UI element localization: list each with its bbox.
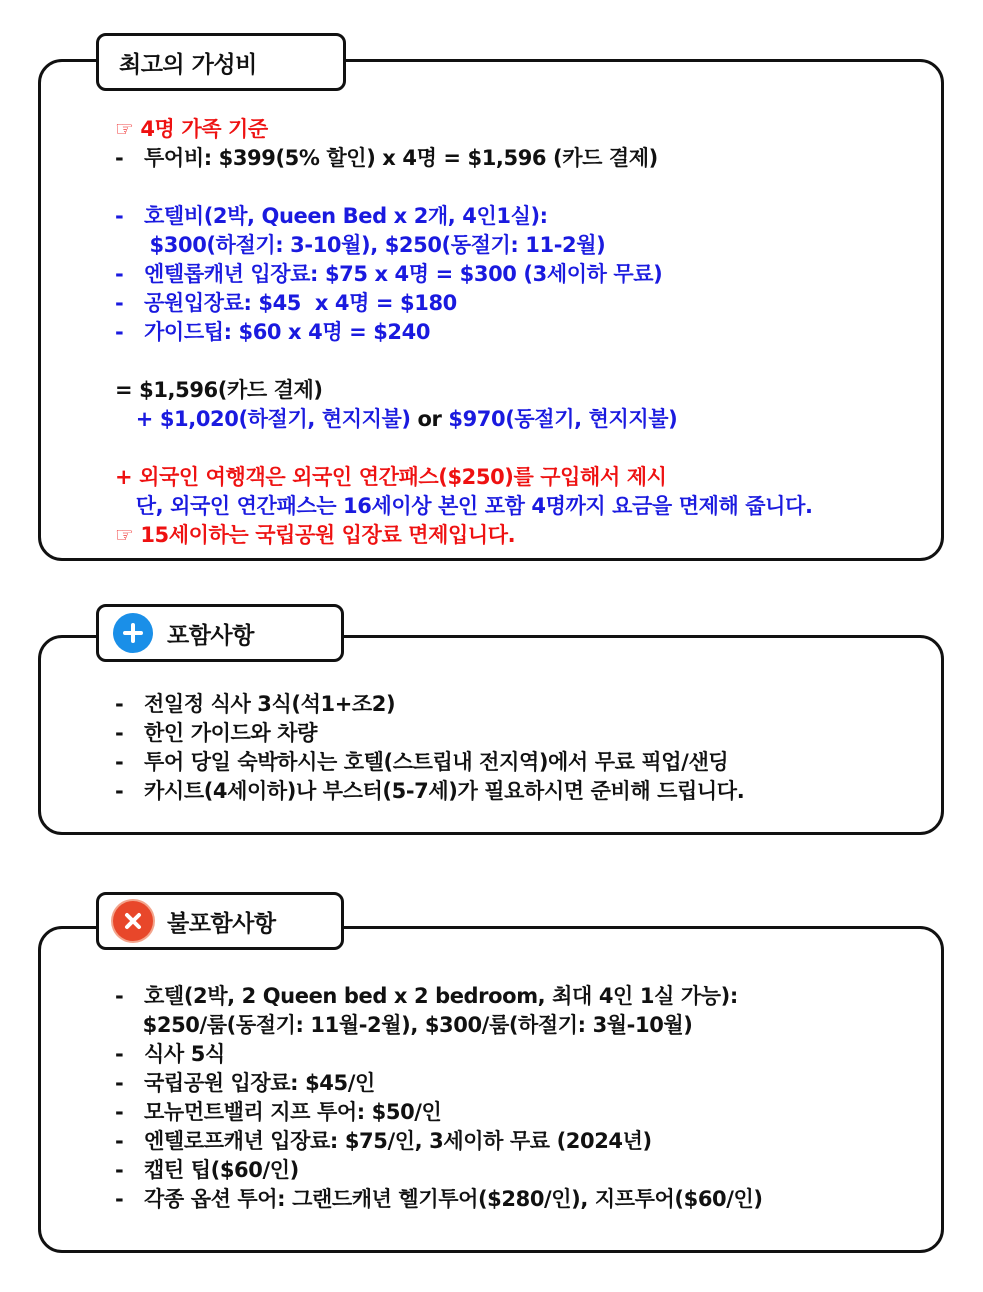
excluded-item: - 각종 옵션 투어: 그랜드캐년 헬기투어($280/인), 지프투어($60/인)	[115, 1187, 763, 1211]
best-value-line	[115, 115, 813, 144]
line-text: ☞ 15세이하는 국립공원 입장료 면제입니다.	[115, 523, 516, 547]
excluded-item: $250/룸(동절기: 11월-2월), $300/룸(하절기: 3월-10월)	[115, 1013, 693, 1037]
best-value-title: 최고의 가성비	[119, 51, 257, 78]
best-value-line	[115, 318, 813, 347]
included-content	[115, 690, 744, 806]
plus-icon	[113, 613, 153, 653]
line-text: - 공원입장료: $45 x 4명 = $180	[115, 291, 457, 315]
line-text-or: or	[410, 407, 449, 431]
excluded-item: - 식사 5식	[115, 1042, 225, 1066]
line-text: 단, 외국인 연간패스는 16세이상 본인 포함 4명까지 요금을 면제해 줍니다.	[115, 494, 813, 518]
excluded-item: - 캡틴 팁($60/인)	[115, 1158, 299, 1182]
best-value-line	[115, 144, 813, 173]
x-icon	[113, 901, 153, 941]
excluded-tab	[96, 892, 344, 950]
included-item: - 한인 가이드와 차량	[115, 721, 317, 745]
line-text: - 호텔비(2박, Queen Bed x 2개, 4인1실):	[115, 204, 548, 228]
line-text: = $1,596(카드 결제)	[115, 378, 323, 402]
included-item: - 카시트(4세이하)나 부스터(5-7세)가 필요하시면 준비해 드립니다.	[115, 779, 745, 803]
best-value-line	[115, 260, 813, 289]
included-tab	[96, 604, 344, 662]
best-value-line	[115, 492, 813, 521]
line-text: + $1,020(하절기, 현지지불)	[115, 407, 411, 431]
best-value-line	[115, 521, 813, 550]
best-value-line	[115, 231, 813, 260]
excluded-item: - 엔텔로프캐년 입장료: $75/인, 3세이하 무료 (2024년)	[115, 1129, 652, 1153]
line-text: - 가이드팁: $60 x 4명 = $240	[115, 320, 431, 344]
best-value-content	[115, 115, 813, 550]
best-value-line	[115, 434, 813, 463]
line-text-extra: $970(동절기, 현지지불)	[448, 407, 678, 431]
line-text: ☞ 4명 가족 기준	[115, 117, 268, 141]
best-value-line	[115, 463, 813, 492]
excluded-title: 불포함사항	[167, 910, 276, 937]
excluded-item: - 모뉴먼트밸리 지프 투어: $50/인	[115, 1100, 442, 1124]
included-item: - 투어 당일 숙박하시는 호텔(스트립내 전지역)에서 무료 픽업/샌딩	[115, 750, 729, 774]
included-title: 포함사항	[167, 622, 254, 649]
best-value-line	[115, 202, 813, 231]
line-text: - 투어비: $399(5% 할인) x 4명 = $1,596 (카드 결제)	[115, 146, 658, 170]
excluded-content	[115, 982, 763, 1214]
excluded-item: - 호텔(2박, 2 Queen bed x 2 bedroom, 최대 4인 1실 가능):	[115, 984, 738, 1008]
line-text: + 외국인 여행객은 외국인 연간패스($250)를 구입해서 제시	[115, 465, 667, 489]
best-value-line	[115, 347, 813, 376]
excluded-item: - 국립공원 입장료: $45/인	[115, 1071, 375, 1095]
included-item: - 전일정 식사 3식(석1+조2)	[115, 692, 396, 716]
line-text: - 엔텔롭캐년 입장료: $75 x 4명 = $300 (3세이하 무료)	[115, 262, 663, 286]
best-value-line	[115, 289, 813, 318]
best-value-line	[115, 173, 813, 202]
best-value-line	[115, 376, 813, 405]
best-value-tab	[96, 33, 346, 91]
best-value-line	[115, 405, 813, 434]
line-text: $300(하절기: 3-10월), $250(동절기: 11-2월)	[115, 233, 606, 257]
